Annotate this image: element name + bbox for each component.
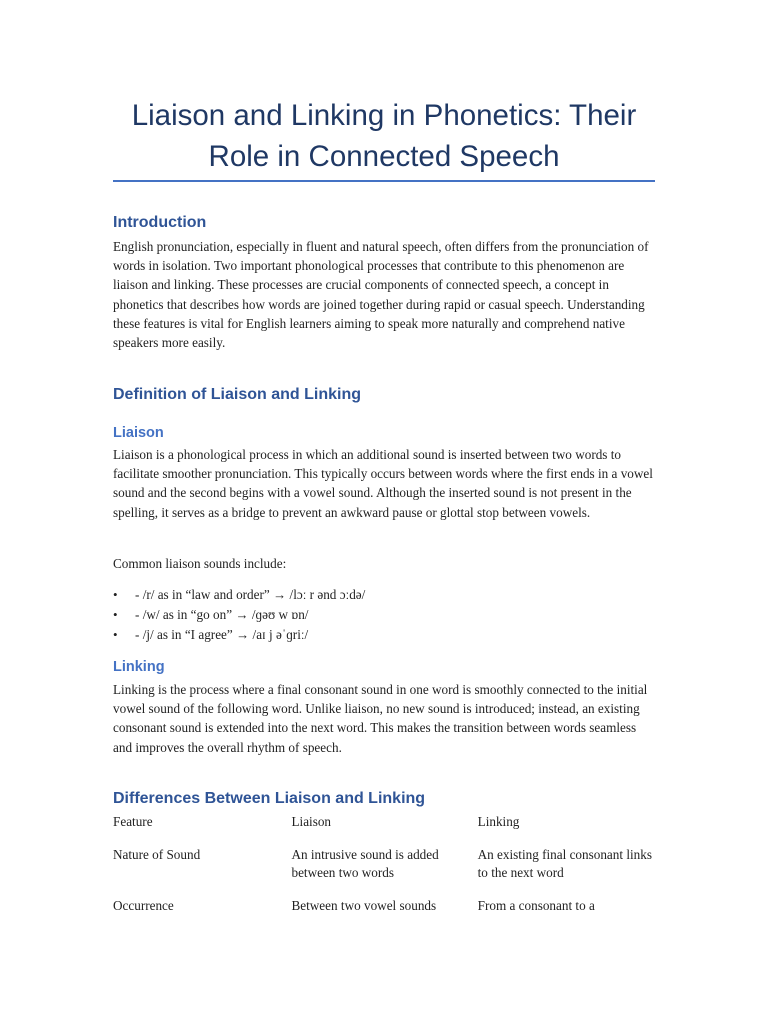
- title-underline: [113, 180, 655, 182]
- heading-linking: Linking: [113, 659, 165, 675]
- table-cell: Occurrence: [113, 897, 174, 913]
- list-item-text: - /j/ as in “I agree” → /aɪ j əˈɡriː/: [135, 627, 309, 642]
- table-row: [113, 846, 655, 897]
- list-item-text: - /w/ as in “go on” → /ɡəʊ w ɒn/: [135, 607, 309, 622]
- table-cell: Between two vowel sounds: [291, 897, 437, 913]
- paragraph-introduction: English pronunciation, especially in fluent and natural speech, often differs from the pronunciation of words in isolation. Two important phonological processes that contribute to this phenomenon are liaison and linking. These processes are crucial components of connected speech, a concept in phonetics that describes how words are joined together during rapid or casual speech. Understanding these features is vital for English learners aiming to speak more naturally and comprehend native speakers more easily.: [113, 239, 649, 351]
- list-item: [113, 625, 655, 645]
- table-header-row: [113, 813, 655, 846]
- liaison-sounds-list: [113, 585, 655, 645]
- paragraph-liaison: Liaison is a phonological process in which an additional sound is inserted between two words to facilitate smoother pronunciation. This typically occurs between words where the first ends in a vowel sound and the second begins with a vowel sound. Although the inserted sound is not present in the spelling, it serves as a bridge to prevent an awkward pause or glottal stop between vowels.: [113, 447, 653, 520]
- heading-definition: Definition of Liaison and Linking: [113, 386, 361, 403]
- heading-liaison: Liaison: [113, 425, 164, 441]
- table-row: [113, 897, 655, 916]
- table-header-cell: Linking: [477, 814, 520, 829]
- table-cell: An existing final consonant links to the next word: [477, 846, 652, 880]
- heading-differences: Differences Between Liaison and Linking: [113, 790, 426, 807]
- list-item: [113, 585, 655, 605]
- paragraph-common-liaison: Common liaison sounds include:: [113, 556, 287, 571]
- bullet-icon: •: [113, 607, 118, 622]
- differences-table: [113, 813, 655, 915]
- table-cell: From a consonant to a: [477, 897, 595, 913]
- table-cell: Nature of Sound: [113, 846, 201, 862]
- document-title: Liaison and Linking in Phonetics: Their Role in Connected Speech: [131, 99, 637, 173]
- bullet-icon: •: [113, 587, 118, 602]
- paragraph-linking: Linking is the process where a final consonant sound in one word is smoothly connected to the initial vowel sound of the following word. Unlike liaison, no new sound is introduced; instead, an existing consonant sound is extended into the next word. This makes the transition between words seamless and improves the overall rhythm of speech.: [113, 682, 648, 755]
- bullet-icon: •: [113, 627, 118, 642]
- list-item: [113, 605, 655, 625]
- heading-introduction: Introduction: [113, 214, 207, 231]
- table-header-cell: Liaison: [291, 814, 332, 829]
- list-item-text: - /r/ as in “law and order” → /lɔː r ənd ɔːdə/: [135, 587, 366, 602]
- table-header-cell: Feature: [113, 814, 153, 829]
- table-cell: An intrusive sound is added between two words: [291, 846, 439, 880]
